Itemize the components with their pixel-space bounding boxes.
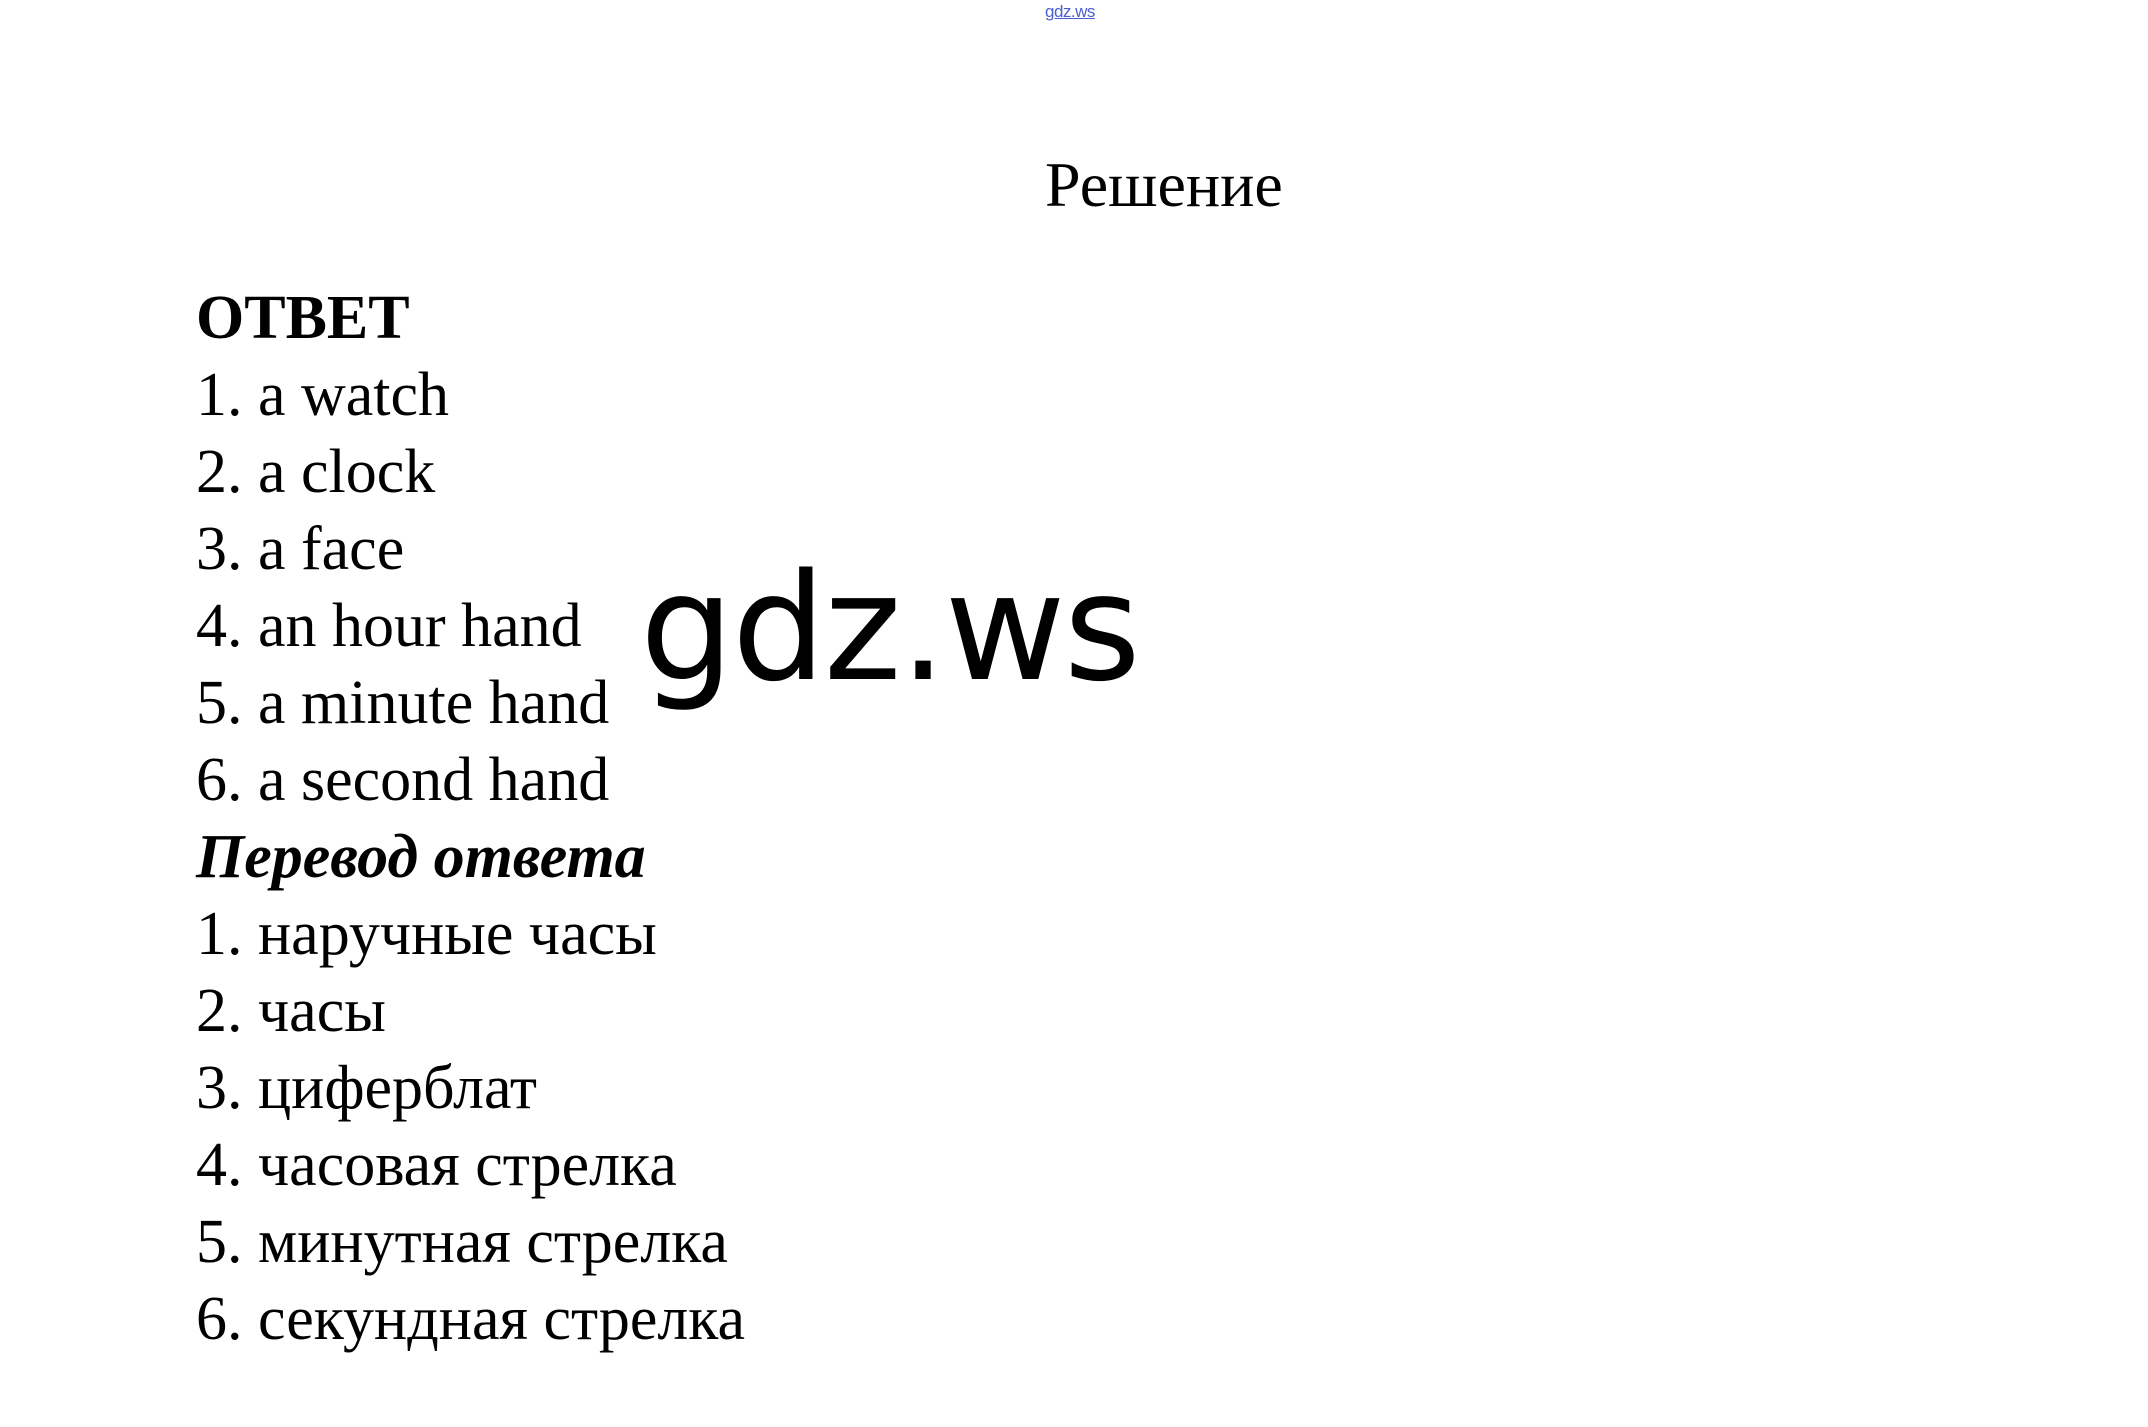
translation-item-1: 1. наручные часы <box>196 900 657 968</box>
site-link[interactable]: gdz.ws <box>1045 2 1095 21</box>
answer-heading: ОТВЕТ <box>196 284 410 352</box>
answer-item-1: 1. a watch <box>196 361 450 429</box>
translation-item-4: 4. часовая стрелка <box>196 1131 677 1199</box>
answer-item-3: 3. a face <box>196 515 405 583</box>
translation-item-3: 3. циферблат <box>196 1054 537 1122</box>
answer-item-2: 2. a clock <box>196 438 436 506</box>
translation-heading: Перевод ответа <box>196 823 646 891</box>
page-title: Решение <box>1045 149 1283 220</box>
answer-block <box>196 280 1096 1358</box>
translation-item-6: 6. секундная стрелка <box>196 1285 746 1353</box>
translation-item-2: 2. часы <box>196 977 386 1045</box>
watermark: gdz.ws <box>640 542 1139 714</box>
translation-item-5: 5. минутная стрелка <box>196 1208 728 1276</box>
answer-item-6: 6. a second hand <box>196 746 610 814</box>
answer-item-5: 5. a minute hand <box>196 669 610 737</box>
answer-item-4: 4. an hour hand <box>196 592 582 660</box>
